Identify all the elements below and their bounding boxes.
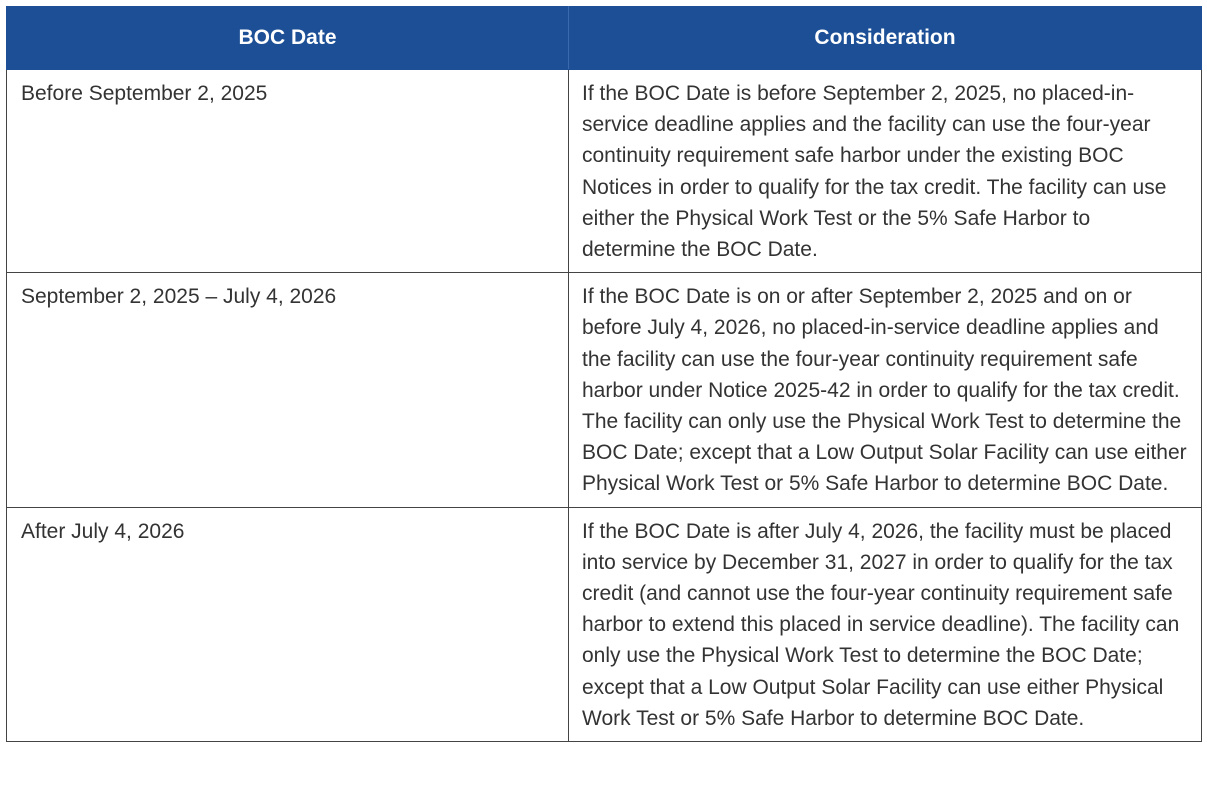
boc-date-cell: Before September 2, 2025	[7, 70, 569, 273]
consideration-cell: If the BOC Date is after July 4, 2026, the facility must be placed into service by December 31, 2027 in order to qualify for the tax credit (and cannot use the four-year continuity requirement safe harbor to extend this placed in service deadline). The facility can only use the Physical Work Test to determine the BOC Date; except that a Low Output Solar Facility can use either Physical Work Test or 5% Safe Harbor to determine BOC Date.	[569, 507, 1202, 741]
table-row	[7, 273, 1202, 507]
boc-date-cell: After July 4, 2026	[7, 507, 569, 741]
header-row	[7, 7, 1202, 70]
header-boc-date: BOC Date	[7, 7, 569, 70]
table-row	[7, 70, 1202, 273]
table-body	[7, 70, 1202, 742]
consideration-cell: If the BOC Date is before September 2, 2025, no placed-in-service deadline applies and the facility can use the four-year continuity requirement safe harbor under the existing BOC Notices in order to qualify for the tax credit. The facility can use either the Physical Work Test or the 5% Safe Harbor to determine the BOC Date.	[569, 70, 1202, 273]
consideration-cell: If the BOC Date is on or after September 2, 2025 and on or before July 4, 2026, no placed-in-service deadline applies and the facility can use the four-year continuity requirement safe harbor under Notice 2025-42 in order to qualify for the tax credit. The facility can only use the Physical Work Test to determine the BOC Date; except that a Low Output Solar Facility can use either Physical Work Test or 5% Safe Harbor to determine BOC Date.	[569, 273, 1202, 507]
boc-date-table	[6, 6, 1202, 742]
header-consideration: Consideration	[569, 7, 1202, 70]
table-header	[7, 7, 1202, 70]
table-row	[7, 507, 1202, 741]
boc-date-cell: September 2, 2025 – July 4, 2026	[7, 273, 569, 507]
